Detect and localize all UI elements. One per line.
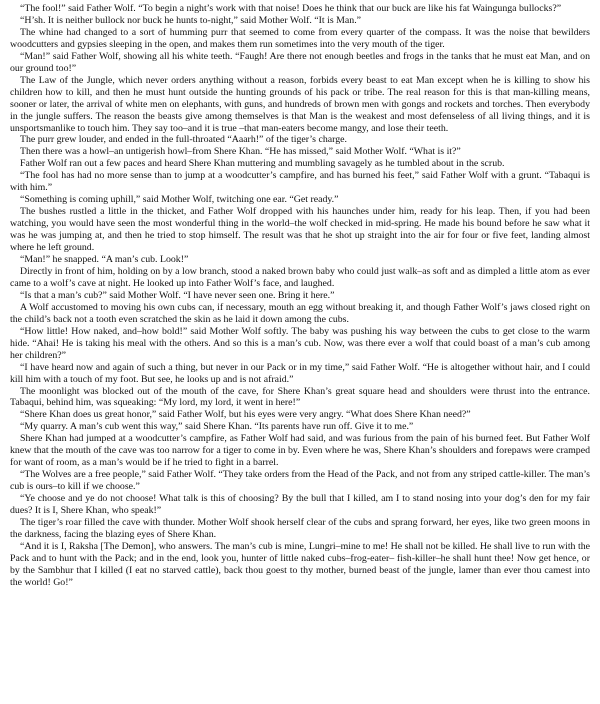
paragraph: Then there was a howl–an untigerish howl–from Shere Khan. “He has missed,” said Mother Wolf. “What is it?”	[20, 146, 461, 158]
paragraph: Father Wolf ran out a few paces and heard Shere Khan muttering and mumbling savagely as he tumbled about in the scrub.	[20, 158, 505, 170]
paragraph: Directly in front of him, holding on by a low branch, stood a naked brown baby who could just walk–as soft and as dimpled a little atom as ever came to a wolf’s cave at night. He looked up into Father Wolf’s face, and laughed.	[10, 265, 590, 289]
paragraph: “Something is coming uphill,” said Mother Wolf, twitching one ear. “Get ready.”	[20, 194, 339, 206]
paragraph: “Man!” said Father Wolf, showing all his white teeth. “Faugh! Are there not enough beetles and frogs in the tanks that he must eat Man, and on our ground too!”	[10, 50, 590, 74]
paragraph: “Shere Khan does us great honor,” said Father Wolf, but his eyes were very angry. “What does Shere Khan need?”	[20, 409, 471, 421]
paragraph: Shere Khan had jumped at a woodcutter’s campfire, as Father Wolf had said, and was furious from the pain of his burned feet. But Father Wolf knew that the mouth of the cave was too narrow for a tiger to come in by. Even where he was, Shere Khan’s shoulders and forepaws were cramped for want of room, as a man’s would be if he tried to fight in a barrel.	[10, 433, 590, 469]
paragraph: The bushes rustled a little in the thicket, and Father Wolf dropped with his haunches under him, ready for his leap. Then, if you had been watching, you would have seen the most wonderful thing in the world–the wolf checked in mid-spring. He made his bound before he saw what it was he was jumping at, and then he tried to stop himself. The result was that he shot up straight into the air for four or five feet, landing almost where he left ground.	[10, 206, 590, 254]
paragraph: The moonlight was blocked out of the mouth of the cave, for Shere Khan’s great square head and shoulders were thrust into the entrance. Tabaqui, behind him, was squeaking: “My lord, my lord, it went in here!”	[10, 385, 590, 409]
paragraph: “Man!” he snapped. “A man’s cub. Look!”	[20, 254, 189, 266]
paragraph: “Ye choose and ye do not choose! What talk is this of choosing? By the bull that I killed, am I to stand nosing into your dog’s den for my fair dues? It is I, Shere Khan, who speak!”	[10, 493, 590, 517]
paragraph: The whine had changed to a sort of humming purr that seemed to come from every quarter of the compass. It was the noise that bewilders woodcutters and gypsies sleeping in the open, and makes them run sometimes into the very mouth of the tiger.	[10, 26, 590, 50]
paragraph: “The Wolves are a free people,” said Father Wolf. “They take orders from the Head of the Pack, and not from any striped cattle-killer. The man’s cub is ours–to kill if we choose.”	[10, 469, 590, 493]
paragraph: “I have heard now and again of such a thing, but never in our Pack or in my time,” said Father Wolf. “He is altogether without hair, and I could kill him with a touch of my foot. But see, he looks up and is not afraid.”	[10, 361, 590, 385]
paragraph: “How little! How naked, and–how bold!” said Mother Wolf softly. The baby was pushing his way between the cubs to get close to the warm hide. “Ahai! He is taking his meal with the others. And so this is a man’s cub. Now, was there ever a wolf that could boast of a man’s cub among her children?”	[10, 325, 590, 361]
paragraph: “Is that a man’s cub?” said Mother Wolf. “I have never seen one. Bring it here.”	[20, 289, 335, 301]
paragraph: “H’sh. It is neither bullock nor buck he hunts to-night,” said Mother Wolf. “It is Man.”	[20, 14, 362, 26]
paragraph: “The fool!” said Father Wolf. “To begin a night’s work with that noise! Does he think that our buck are like his fat Waingunga bullocks?”	[20, 3, 562, 14]
paragraph: The tiger’s roar filled the cave with thunder. Mother Wolf shook herself clear of the cubs and sprang forward, her eyes, like two green moons in the darkness, facing the blazing eyes of Shere Khan.	[10, 516, 590, 540]
paragraph: The purr grew louder, and ended in the full-throated “Aaarh!” of the tiger’s charge.	[20, 134, 347, 146]
paragraph: A Wolf accustomed to moving his own cubs can, if necessary, mouth an egg without breaking it, and though Father Wolf’s jaws closed right on the child’s back not a tooth even scratched the skin as he laid it down among the cubs.	[10, 301, 590, 325]
paragraph: “My quarry. A man’s cub went this way,” said Shere Khan. “Its parents have run off. Give it to me.”	[20, 421, 414, 433]
paragraph: “The fool has had no more sense than to jump at a woodcutter’s campfire, and has burned his feet,” said Father Wolf with a grunt. “Tabaqui is with him.”	[10, 170, 590, 194]
paragraph: “And it is I, Raksha [The Demon], who answers. The man’s cub is mine, Lungri–mine to me! He shall not be killed. He shall live to run with the Pack and to hunt with the Pack; and in the end, look you, hunter of little naked cubs–frog-eater– fish-killer–he shall hunt thee! Now get hence, or by the Sambhur that I killed (I eat no starved cattle), back thou goest to thy mother, burned beast of the jungle, lamer than ever thou camest into the world! Go!”	[10, 540, 590, 588]
paragraph: The Law of the Jungle, which never orders anything without a reason, forbids every beast to eat Man except when he is killing to show his children how to kill, and then he must hunt outside the hunting grounds of his pack or tribe. The real reason for this is that man-killing means, sooner or later, the arrival of white men on elephants, with guns, and hundreds of brown men with gongs and rockets and torches. Then everybody in the jungle suffers. The reason the beasts give among themselves is that Man is the weakest and most defenseless of all living things, and it is unsportsmanlike to touch him. They say too–and it is true –that man-eaters become mangy, and lose their teeth.	[10, 74, 590, 134]
